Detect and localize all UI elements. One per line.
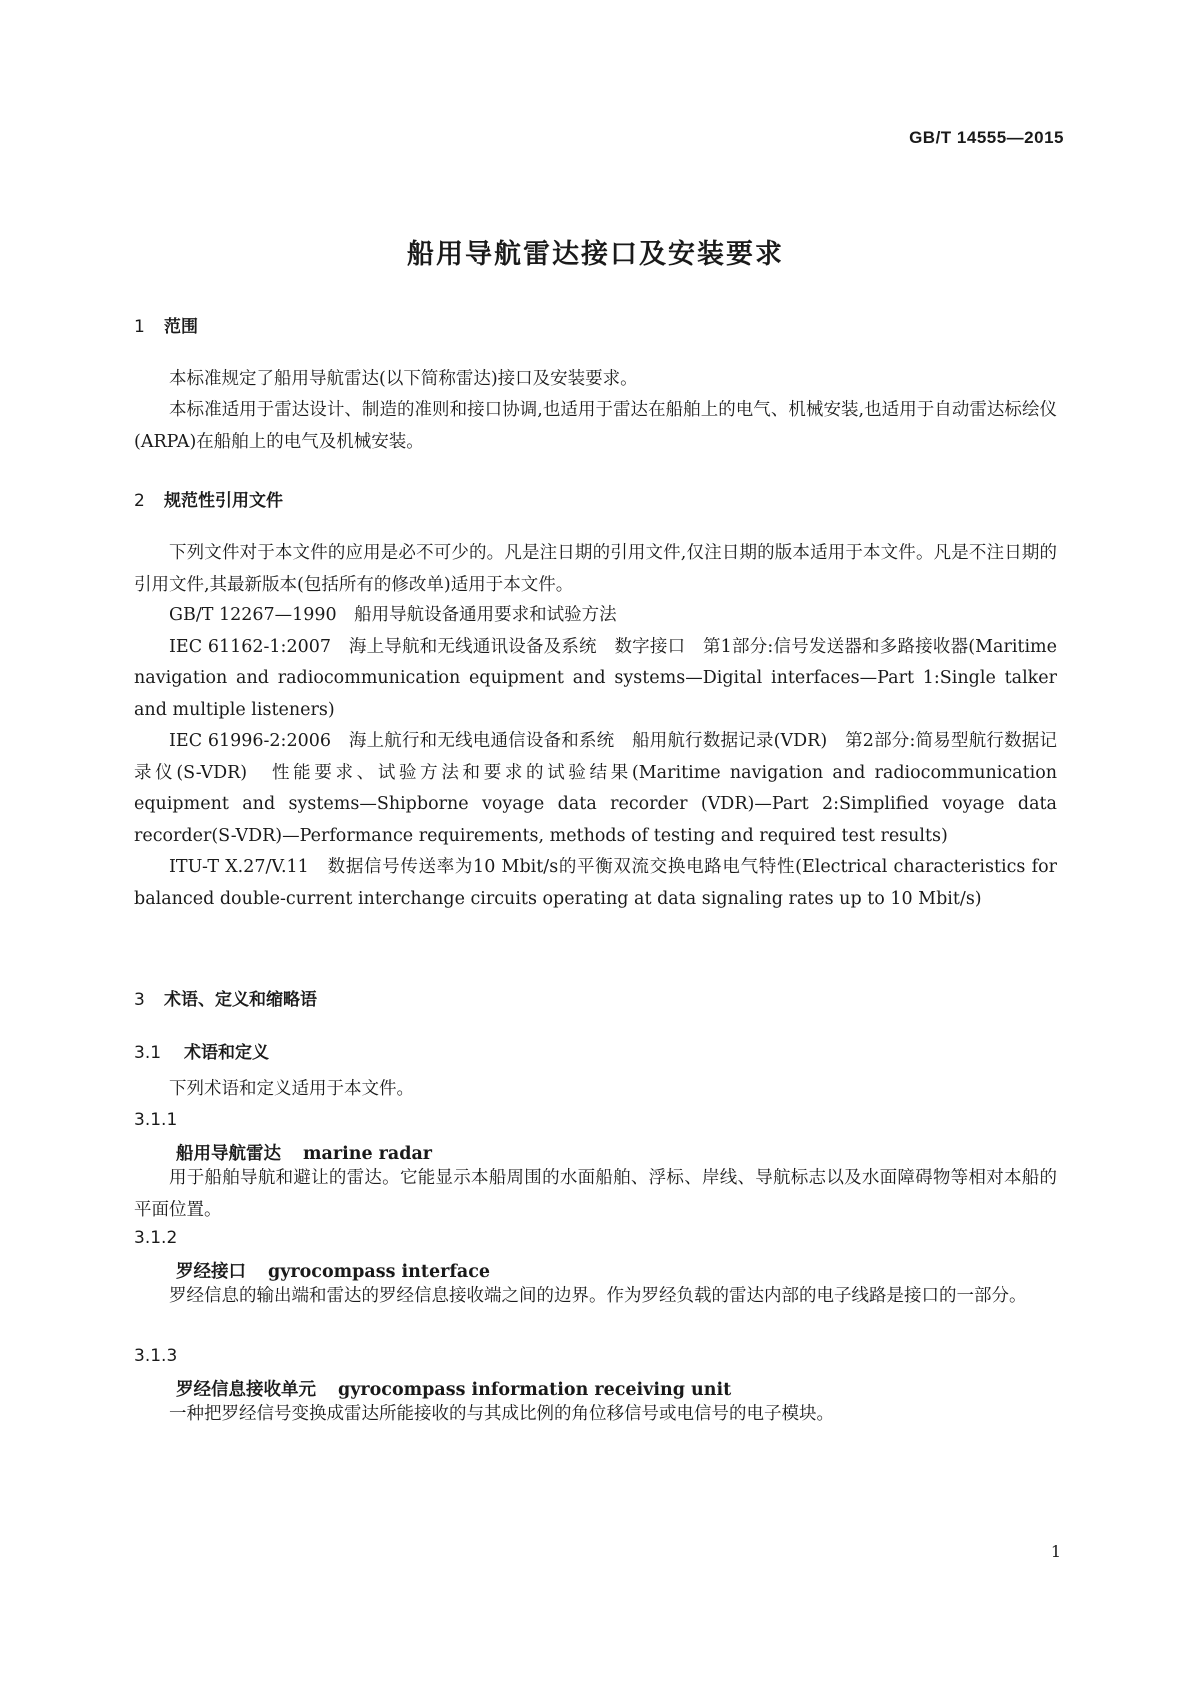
scope-paragraph-1: 本标准规定了船用导航雷达(以下简称雷达)接口及安装要求。 [169, 369, 638, 389]
term-english: marine radar [303, 1144, 433, 1164]
section-number: 2 [134, 491, 145, 511]
section-number: 1 [134, 317, 145, 337]
terms-intro: 下列术语和定义适用于本文件。 [169, 1079, 414, 1099]
references-intro: 下列文件对于本文件的应用是必不可少的。凡是注日期的引用文件,仅注日期的版本适用于本文件。凡是不注日期的引用文件,其最新版本(包括所有的修改单)适用于本文件。 [134, 543, 1057, 595]
scope-paragraph-2: 本标准适用于雷达设计、制造的准则和接口协调,也适用于雷达在船舶上的电气、机械安装,也适用于自动雷达标绘仪(ARPA)在船舶上的电气及机械安装。 [134, 400, 1057, 452]
term-definition: 罗经信息的输出端和雷达的罗经信息接收端之间的边界。作为罗经负载的雷达内部的电子线路是接口的一部分。 [169, 1286, 1027, 1306]
page-number: 1 [1050, 1542, 1061, 1561]
term-number: 3.1.1 [134, 1110, 178, 1130]
term-english: gyrocompass information receiving unit [338, 1380, 732, 1400]
section-3-1-heading [134, 1038, 269, 1063]
section-2-heading [134, 486, 283, 511]
term-number: 3.1.3 [134, 1346, 178, 1366]
term-definition: 用于船舶导航和避让的雷达。它能显示本船周围的水面船舶、浮标、岸线、导航标志以及水面障碍物等相对本船的平面位置。 [134, 1168, 1057, 1220]
reference-item: IEC 61996-2:2006 海上航行和无线电通信设备和系统 船用航行数据记录(VDR) 第2部分:简易型航行数据记录仪(S-VDR) 性能要求、试验方法和要求的试验结果(Maritime navigation and radiocommunication equipment and systems—Shipborne voyage data recorder (VDR)—Part 2:Simplified voyage data recorder(S-VDR)—Performance requirements, methods of testing and required test results) [134, 731, 1057, 846]
section-1-heading [134, 312, 198, 337]
section-number: 3 [134, 990, 145, 1010]
subsection-title: 术语和定义 [184, 1043, 269, 1063]
term-entry [176, 1258, 490, 1283]
term-entry [176, 1140, 432, 1165]
reference-item: IEC 61162-1:2007 海上导航和无线通讯设备及系统 数字接口 第1部分:信号发送器和多路接收器(Maritime navigation and radiocommunication equipment and systems—Digital interfaces—Part 1:Single talker and multiple listeners) [134, 636, 1057, 720]
reference-item: GB/T 12267—1990 船用导航设备通用要求和试验方法 [169, 605, 617, 625]
term-entry [176, 1376, 731, 1401]
section-title: 规范性引用文件 [164, 491, 283, 511]
standard-number: GB/T 14555—2015 [909, 128, 1064, 147]
term-definition: 一种把罗经信号变换成雷达所能接收的与其成比例的角位移信号或电信号的电子模块。 [169, 1404, 834, 1424]
term-chinese: 罗经接口 [176, 1262, 246, 1282]
term-english: gyrocompass interface [268, 1262, 490, 1282]
reference-item: ITU-T X.27/V.11 数据信号传送率为10 Mbit/s的平衡双流交换电路电气特性(Electrical characteristics for balanced double-current interchange circuits operating at data signaling rates up to 10 Mbit/s) [134, 857, 1057, 909]
term-chinese: 船用导航雷达 [176, 1144, 281, 1164]
reference-list [134, 600, 1057, 915]
section-3-heading [134, 985, 317, 1010]
section-title: 术语、定义和缩略语 [164, 990, 317, 1010]
section-title: 范围 [164, 317, 198, 337]
document-title: 船用导航雷达接口及安装要求 [407, 239, 784, 270]
term-number: 3.1.2 [134, 1228, 178, 1248]
subsection-number: 3.1 [134, 1043, 162, 1063]
term-chinese: 罗经信息接收单元 [176, 1380, 316, 1400]
